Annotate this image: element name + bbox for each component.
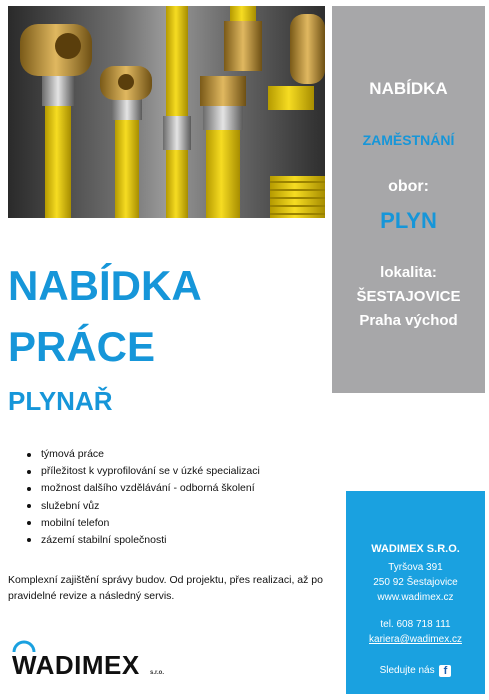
contact-panel <box>346 491 485 694</box>
benefit-item: příležitost k vyprofilování se v úzké specializaci <box>27 463 260 480</box>
contact-street: Tyršova 391 <box>388 562 443 573</box>
benefit-item: mobilní telefon <box>27 515 260 532</box>
contact-phone: tel. 608 718 111 <box>380 619 451 630</box>
logo-wordmark: WADIMEX <box>12 650 140 680</box>
title-line-2: PRÁCE <box>8 323 156 370</box>
contact-email-link[interactable]: kariera@wadimex.cz <box>369 634 462 645</box>
benefit-item: týmová práce <box>27 446 260 463</box>
location-region: Praha východ <box>359 312 458 329</box>
follow-us <box>346 665 485 677</box>
field-label: obor: <box>388 178 429 195</box>
location-city: ŠESTAJOVICE <box>356 288 461 305</box>
benefit-item: možnost dalšího vzdělávání - odborná školení <box>27 480 260 497</box>
offer-label: NABÍDKA <box>369 79 448 98</box>
field-value: PLYN <box>380 208 437 233</box>
benefit-item: služební vůz <box>27 498 260 515</box>
location-label: lokalita: <box>380 264 437 281</box>
title-line-1: NABÍDKA <box>8 262 202 309</box>
contact-website-link[interactable]: www.wadimex.cz <box>377 592 454 603</box>
logo-suffix: s.r.o. <box>150 670 165 676</box>
company-logo <box>10 632 165 682</box>
facebook-icon[interactable]: f <box>439 665 451 677</box>
company-description: Komplexní zajištění správy budov. Od projektu, přes realizaci, až po pravidelné revize a následný servis. <box>8 574 323 602</box>
gas-fittings-photo <box>8 6 325 218</box>
contact-city: 250 92 Šestajovice <box>373 577 458 588</box>
employment-label: ZAMĚSTNÁNÍ <box>362 132 455 148</box>
contact-company: WADIMEX S.R.O. <box>371 543 460 555</box>
benefits-list <box>27 446 260 549</box>
title-position: PLYNAŘ <box>8 386 113 416</box>
follow-label: Sledujte nás <box>379 665 435 676</box>
job-offer-panel <box>332 6 485 393</box>
benefit-item: zázemí stabilní společnosti <box>27 532 260 549</box>
